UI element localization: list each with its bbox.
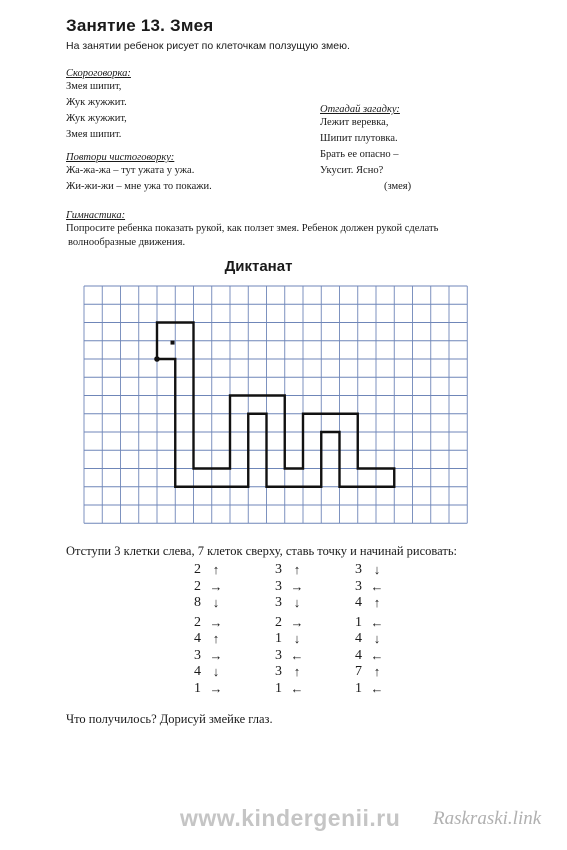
dictation-step	[187, 681, 247, 698]
riddle-line: Брать ее опасно –	[320, 149, 399, 160]
dictation-steps	[0, 562, 567, 712]
arrow-left-icon: ←	[370, 680, 384, 696]
tongue-twister-line: Жук жужжит.	[66, 97, 127, 108]
dictation-question: Что получилось? Дорисуй змейке глаз.	[66, 712, 273, 726]
arrow-right-icon: →	[209, 614, 223, 630]
gymnastics-heading: Гимнастика:	[66, 210, 126, 221]
dictation-title-text: Диктанат	[224, 258, 293, 275]
step-count: 4	[194, 631, 201, 647]
step-count: 8	[194, 595, 201, 611]
snake-eye	[171, 341, 175, 345]
step-count: 2	[194, 578, 201, 594]
tongue-twister-line: Змея шипит.	[66, 129, 122, 140]
arrow-left-icon: ←	[290, 680, 304, 696]
dictation-step	[348, 681, 408, 698]
step-count: 1	[355, 614, 362, 630]
step-count: 1	[194, 680, 201, 696]
step-count: 1	[355, 680, 362, 696]
step-count: 3	[275, 562, 282, 578]
riddle-heading: Отгадай загадку:	[320, 104, 400, 115]
clean-talk-heading: Повтори чистоговорку:	[66, 152, 175, 163]
arrow-up-icon: ↑	[293, 664, 301, 680]
step-count: 4	[194, 664, 201, 680]
dictation-step	[187, 648, 247, 665]
arrow-right-icon: →	[209, 578, 223, 594]
arrow-left-icon: ←	[370, 578, 384, 594]
dictation-step	[187, 631, 247, 648]
arrow-left-icon: ←	[370, 647, 384, 663]
riddle-line: Лежит веревка,	[320, 117, 389, 128]
steps-column-2	[268, 562, 328, 697]
clean-talk-line: Жи-жи-жи – мне ужа то покажи.	[66, 181, 212, 192]
step-count: 3	[355, 578, 362, 594]
gymnastics-line: Попросите ребенка показать рукой, как ползет змея. Ребенок должен рукой сделать	[66, 223, 439, 234]
step-count: 1	[275, 631, 282, 647]
arrow-left-icon: ←	[290, 647, 304, 663]
arrow-up-icon: ↑	[373, 664, 381, 680]
arrow-right-icon: →	[209, 647, 223, 663]
step-count: 1	[275, 680, 282, 696]
arrow-down-icon: ↓	[293, 595, 301, 611]
dictation-step	[348, 664, 408, 681]
dictation-step	[348, 648, 408, 665]
gymnastics-line: волнообразные движения.	[68, 237, 186, 248]
dictation-step	[268, 664, 328, 681]
site-watermark: www.kindergenii.ru	[180, 805, 401, 831]
dictation-step	[268, 681, 328, 698]
arrow-down-icon: ↓	[293, 631, 301, 647]
dictation-step	[348, 615, 408, 632]
clean-talk-line: Жа-жа-жа – тут ужата у ужа.	[66, 165, 195, 176]
snake-drawing	[157, 323, 394, 487]
step-count: 3	[275, 578, 282, 594]
dictation-step	[348, 595, 408, 612]
arrow-up-icon: ↑	[293, 562, 301, 578]
arrow-left-icon: ←	[370, 614, 384, 630]
arrow-up-icon: ↑	[212, 562, 220, 578]
arrow-down-icon: ↓	[373, 631, 381, 647]
step-count: 3	[275, 647, 282, 663]
steps-column-1	[187, 562, 247, 697]
dictation-step	[348, 631, 408, 648]
step-count: 4	[355, 631, 362, 647]
brand-watermark: Raskraski.link	[433, 808, 542, 829]
steps-column-3	[348, 562, 408, 697]
step-count: 3	[275, 664, 282, 680]
dictation-step	[187, 595, 247, 612]
dictation-step	[268, 615, 328, 632]
dictation-instruction: Отступи 3 клетки слева, 7 клеток сверху, ставь точку и начинай рисовать:	[66, 544, 458, 558]
step-count: 2	[275, 614, 282, 630]
arrow-right-icon: →	[290, 614, 304, 630]
riddle-line: Укусит. Ясно?	[320, 165, 384, 176]
dictation-step	[187, 664, 247, 681]
dictation-step	[268, 562, 328, 579]
step-count: 3	[275, 595, 282, 611]
dictation-step	[187, 615, 247, 632]
arrow-down-icon: ↓	[373, 562, 381, 578]
dictation-step	[348, 579, 408, 596]
step-count: 4	[355, 595, 362, 611]
riddle-line: Шипит плутовка.	[320, 133, 398, 144]
step-count: 2	[194, 614, 201, 630]
arrow-up-icon: ↑	[373, 595, 381, 611]
step-count: 3	[355, 562, 362, 578]
arrow-right-icon: →	[290, 578, 304, 594]
arrow-up-icon: ↑	[212, 631, 220, 647]
step-count: 3	[194, 647, 201, 663]
dictation-step	[268, 648, 328, 665]
step-count: 2	[194, 562, 201, 578]
arrow-down-icon: ↓	[212, 664, 220, 680]
dictation-step	[268, 631, 328, 648]
dictation-step	[348, 562, 408, 579]
step-count: 4	[355, 647, 362, 663]
tongue-twister-line: Змея шипит,	[66, 81, 122, 92]
start-point	[154, 356, 160, 362]
step-count: 7	[355, 664, 362, 680]
riddle-answer: (змея)	[384, 181, 412, 192]
dictation-step	[187, 562, 247, 579]
dictation-step	[268, 595, 328, 612]
arrow-down-icon: ↓	[212, 595, 220, 611]
arrow-right-icon: →	[209, 680, 223, 696]
lesson-intro: На занятии ребенок рисует по клеточкам ползущую змею.	[66, 40, 350, 52]
dictation-step	[268, 579, 328, 596]
tongue-twister-line: Жук жужжит,	[66, 113, 127, 124]
tongue-twister-heading: Скороговорка:	[66, 68, 131, 79]
lesson-title: Занятие 13. Змея	[66, 16, 214, 35]
dictation-step	[187, 579, 247, 596]
